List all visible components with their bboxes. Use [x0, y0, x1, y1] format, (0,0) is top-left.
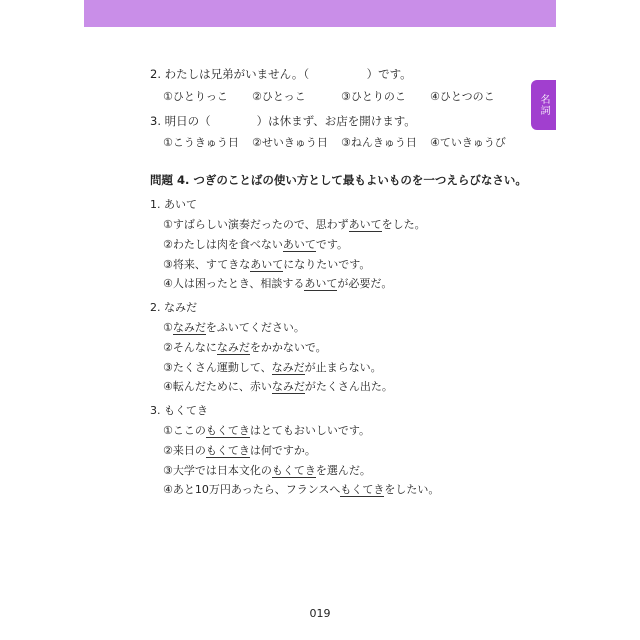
target-word: なみだ	[271, 380, 305, 393]
option[interactable]: ③ひとりのこ	[341, 90, 406, 103]
target-word: もくてき	[340, 483, 385, 496]
option[interactable]: ①ひとりっこ	[163, 90, 228, 103]
target-word: もくてき	[271, 464, 316, 477]
sentence[interactable]: ②来日のもくてきは何ですか。	[163, 444, 316, 457]
sentence[interactable]: ③大学では日本文化のもくてきを選んだ。	[163, 464, 371, 477]
page-number: 019	[309, 607, 331, 620]
target-word: なみだ	[216, 341, 250, 354]
target-word: あいて	[282, 238, 316, 251]
item-2-head: 2. なみだ	[150, 301, 197, 314]
sentence[interactable]: ①なみだをふいてください。	[163, 321, 305, 334]
target-word: もくてき	[205, 444, 250, 457]
target-word: あいて	[348, 218, 382, 231]
section-title: 問題 4. つぎのことばの使い方として最もよいものを一つえらびなさい。	[150, 173, 527, 187]
sentence[interactable]: ③たくさん運動して、なみだが止まらない。	[163, 361, 382, 374]
sentence[interactable]: ②わたしは肉を食べないあいてです。	[163, 238, 348, 251]
option[interactable]: ③ねんきゅう日	[341, 136, 417, 149]
option[interactable]: ④ひとつのこ	[430, 90, 495, 103]
sentence[interactable]: ③将来、すてきなあいてになりたいです。	[163, 258, 371, 271]
item-1-head: 1. あいて	[150, 198, 197, 211]
item-3-head: 3. もくてき	[150, 404, 208, 417]
question-3-stem: 3. 明日の（ ）は休まず、お店を開けます。	[150, 114, 416, 128]
question-2-stem: 2. わたしは兄弟がいません。（ ）です。	[150, 67, 412, 81]
target-word: なみだ	[172, 321, 206, 334]
side-tab: 名詞	[531, 80, 556, 130]
target-word: もくてき	[205, 424, 250, 437]
option[interactable]: ②せいきゅう日	[252, 136, 328, 149]
option[interactable]: ①こうきゅう日	[163, 136, 239, 149]
target-word: あいて	[250, 258, 284, 271]
option[interactable]: ②ひとっこ	[252, 90, 306, 103]
sentence[interactable]: ①ここのもくてきはとてもおいしいです。	[163, 424, 370, 437]
target-word: あいて	[304, 277, 338, 290]
sentence[interactable]: ④あと10万円あったら、フランスへもくてきをしたい。	[163, 483, 440, 496]
sentence[interactable]: ②そんなになみだをかかないで。	[163, 341, 327, 354]
header-band	[84, 0, 556, 27]
sentence[interactable]: ④人は困ったとき、相談するあいてが必要だ。	[163, 277, 393, 290]
sentence[interactable]: ④転んだために、赤いなみだがたくさん出た。	[163, 380, 393, 393]
target-word: なみだ	[271, 361, 305, 374]
option[interactable]: ④ていきゅうび	[430, 136, 506, 149]
sentence[interactable]: ①すばらしい演奏だったので、思わずあいてをした。	[163, 218, 426, 231]
